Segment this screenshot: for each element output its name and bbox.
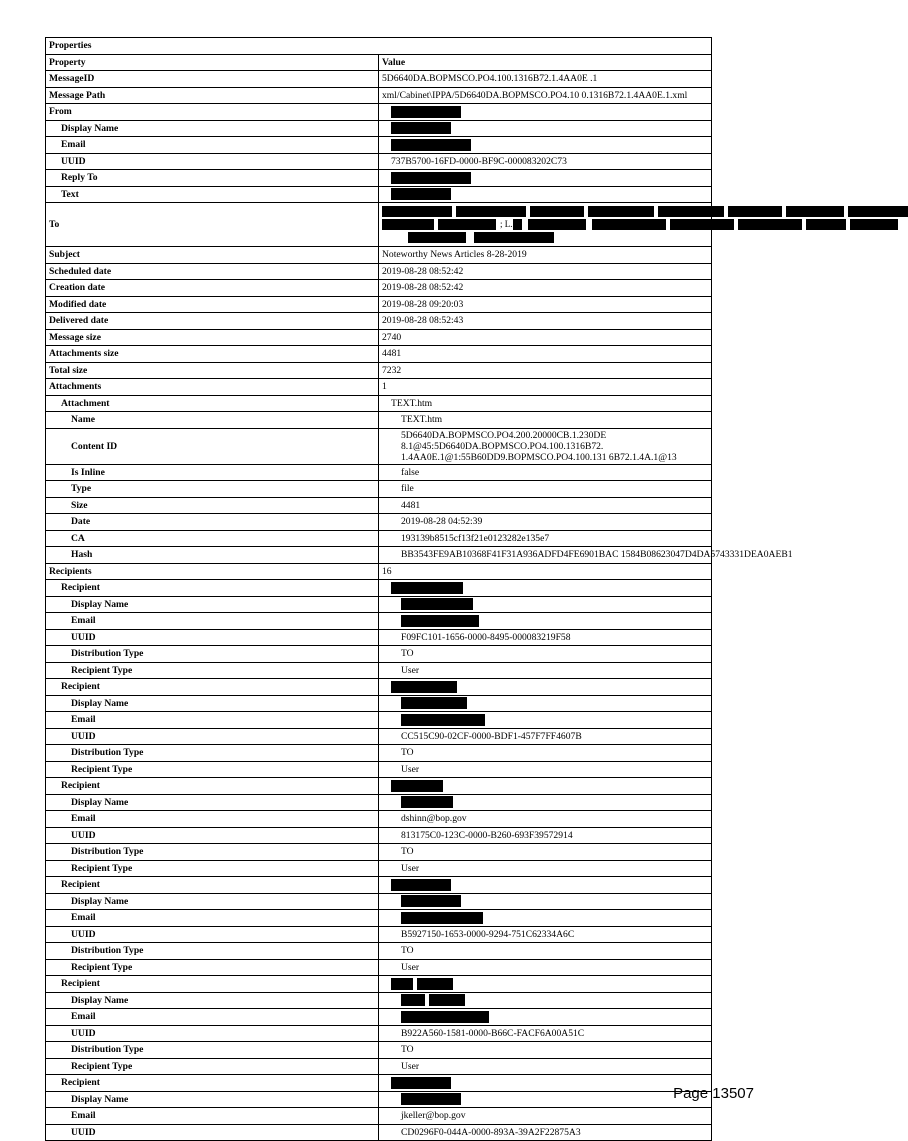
- property-label: Display Name: [46, 992, 379, 1009]
- redaction-block: [401, 1093, 461, 1105]
- redaction-block: [474, 232, 554, 243]
- redaction-block: [401, 912, 483, 924]
- table-row: [46, 280, 712, 297]
- redaction-block: [391, 879, 451, 891]
- redaction-block: [391, 780, 443, 792]
- table-row: [46, 1124, 712, 1141]
- table-row: [46, 596, 712, 613]
- table-row: [46, 662, 712, 679]
- redaction-block: [391, 139, 471, 151]
- property-label: Content ID: [46, 428, 379, 464]
- property-label: Display Name: [46, 596, 379, 613]
- property-value: 2740: [379, 329, 712, 346]
- table-row: [46, 137, 712, 154]
- property-label: From: [46, 104, 379, 121]
- property-label: Display Name: [46, 893, 379, 910]
- table-row: [46, 395, 712, 412]
- redaction-block: [417, 978, 453, 990]
- redaction-block: [456, 206, 526, 217]
- property-label: Distribution Type: [46, 844, 379, 861]
- table-row: [46, 428, 712, 464]
- table-row: [46, 794, 712, 811]
- property-label: Email: [46, 1108, 379, 1125]
- property-value: false: [379, 464, 712, 481]
- property-label: CA: [46, 530, 379, 547]
- redaction-block: [408, 232, 466, 243]
- table-row: [46, 1091, 712, 1108]
- property-value: file: [379, 481, 712, 498]
- redaction-block: [391, 582, 463, 594]
- property-value: CD0296F0-044A-0000-893A-39A2F22875A3: [379, 1124, 712, 1141]
- property-value: BB3543FE9AB10368F41F31A936ADFD4FE6901BAC 1584B08623047D4DA5743331DEA0AEB1: [379, 547, 712, 564]
- table-row: [46, 728, 712, 745]
- redacted-value: [379, 910, 712, 927]
- property-label: UUID: [46, 827, 379, 844]
- table-row: [46, 412, 712, 429]
- property-label: MessageID: [46, 71, 379, 88]
- property-label: Recipient: [46, 778, 379, 795]
- property-value: Noteworthy News Articles 8-28-2019: [379, 247, 712, 264]
- table-row: [46, 71, 712, 88]
- redacted-value: [379, 877, 712, 894]
- table-row: [46, 87, 712, 104]
- property-label: Email: [46, 1009, 379, 1026]
- table-row: [46, 464, 712, 481]
- property-label: Display Name: [46, 695, 379, 712]
- redaction-block: [401, 796, 453, 808]
- table-row: [46, 910, 712, 927]
- redaction-block: [391, 978, 413, 990]
- redaction-block: [382, 206, 452, 217]
- property-value: 4481: [379, 497, 712, 514]
- table-row: [46, 679, 712, 696]
- redaction-block: [550, 219, 586, 230]
- table-row: [46, 992, 712, 1009]
- redaction-block: [848, 206, 908, 217]
- property-label: Display Name: [46, 1091, 379, 1108]
- redaction-block: [391, 106, 461, 118]
- table-row: [46, 186, 712, 203]
- table-row: [46, 1108, 712, 1125]
- redaction-block: [401, 895, 461, 907]
- redaction-block: [401, 697, 467, 709]
- table-row: [46, 976, 712, 993]
- property-label: Message Path: [46, 87, 379, 104]
- redacted-value: [379, 596, 712, 613]
- property-value: jkeller@bop.gov: [379, 1108, 712, 1125]
- table-row: [46, 844, 712, 861]
- property-value: 813175C0-123C-0000-B260-693F39572914: [379, 827, 712, 844]
- redacted-value: [379, 1075, 712, 1092]
- table-row: [46, 263, 712, 280]
- redacted-value: [379, 992, 712, 1009]
- table-row: [46, 547, 712, 564]
- table-row: [46, 514, 712, 531]
- redaction-block: [391, 172, 471, 184]
- property-label: Recipient Type: [46, 662, 379, 679]
- property-label: Attachment: [46, 395, 379, 412]
- table-row: [46, 1025, 712, 1042]
- redacted-value: [379, 104, 712, 121]
- table-row: [46, 563, 712, 580]
- property-label: Type: [46, 481, 379, 498]
- property-label: Distribution Type: [46, 745, 379, 762]
- table-row: [46, 745, 712, 762]
- redaction-block: [530, 206, 584, 217]
- property-label: Date: [46, 514, 379, 531]
- property-value: User: [379, 1058, 712, 1075]
- property-value: TEXT.htm: [379, 395, 712, 412]
- property-label: Recipients: [46, 563, 379, 580]
- redaction-block: [850, 219, 898, 230]
- redacted-value: [379, 580, 712, 597]
- to-recipients-redacted: [379, 203, 712, 247]
- property-value: CC515C90-02CF-0000-BDF1-457F7FF4607B: [379, 728, 712, 745]
- table-row: [46, 1058, 712, 1075]
- redaction-block: [429, 994, 465, 1006]
- redaction-block: [438, 219, 496, 230]
- property-value: 2019-08-28 09:20:03: [379, 296, 712, 313]
- property-value: TEXT.htm: [379, 412, 712, 429]
- property-value: 1: [379, 379, 712, 396]
- redaction-block: [391, 122, 451, 134]
- property-label: Creation date: [46, 280, 379, 297]
- table-row: [46, 120, 712, 137]
- property-label: Size: [46, 497, 379, 514]
- property-label: Recipient: [46, 976, 379, 993]
- table-row: [46, 497, 712, 514]
- property-value: User: [379, 959, 712, 976]
- redacted-value: [379, 613, 712, 630]
- property-label: Scheduled date: [46, 263, 379, 280]
- property-label: UUID: [46, 1025, 379, 1042]
- property-label: Message size: [46, 329, 379, 346]
- redaction-block: [391, 188, 451, 200]
- property-label: Total size: [46, 362, 379, 379]
- property-label: Reply To: [46, 170, 379, 187]
- property-label: To: [46, 203, 379, 247]
- property-value: TO: [379, 844, 712, 861]
- redaction-block: [670, 219, 734, 230]
- table-row: [46, 893, 712, 910]
- redaction-block: [401, 714, 485, 726]
- property-label: Recipient: [46, 1075, 379, 1092]
- property-value: User: [379, 860, 712, 877]
- property-label: Is Inline: [46, 464, 379, 481]
- table-row: [46, 959, 712, 976]
- property-label: Text: [46, 186, 379, 203]
- table-row: [46, 646, 712, 663]
- property-value: F09FC101-1656-0000-8495-000083219F58: [379, 629, 712, 646]
- redacted-value: [379, 893, 712, 910]
- property-value: B922A560-1581-0000-B66C-FACF6A00A51C: [379, 1025, 712, 1042]
- property-value: 2019-08-28 04:52:39: [379, 514, 712, 531]
- property-label: UUID: [46, 153, 379, 170]
- property-label: Distribution Type: [46, 646, 379, 663]
- property-label: Name: [46, 412, 379, 429]
- redaction-block: [528, 219, 550, 230]
- redacted-value: [379, 695, 712, 712]
- property-label: Delivered date: [46, 313, 379, 330]
- table-row: [46, 926, 712, 943]
- property-label: Email: [46, 137, 379, 154]
- property-label: Display Name: [46, 794, 379, 811]
- property-label: Email: [46, 811, 379, 828]
- property-label: Attachments: [46, 379, 379, 396]
- redacted-value: [379, 186, 712, 203]
- redacted-value: [379, 712, 712, 729]
- property-value: 2019-08-28 08:52:42: [379, 263, 712, 280]
- property-value: 2019-08-28 08:52:43: [379, 313, 712, 330]
- redaction-block: [786, 206, 844, 217]
- table-row: [46, 153, 712, 170]
- property-label: Modified date: [46, 296, 379, 313]
- table-header-row: [46, 54, 712, 71]
- property-label: UUID: [46, 629, 379, 646]
- redaction-block: [391, 681, 457, 693]
- property-value: B5927150-1653-0000-9294-751C62334A6C: [379, 926, 712, 943]
- page-number: Page 13507: [673, 1085, 754, 1102]
- property-label: Email: [46, 910, 379, 927]
- property-value: TO: [379, 1042, 712, 1059]
- property-value: xml/Cabinet\IPPA/5D6640DA.BOPMSCO.PO4.10 0.1316B72.1.4AA0E.1.xml: [379, 87, 712, 104]
- table-row: [46, 580, 712, 597]
- table-row: [46, 943, 712, 960]
- property-value: 737B5700-16FD-0000-BF9C-000083202C73: [379, 153, 712, 170]
- table-row: [46, 530, 712, 547]
- property-label: Recipient: [46, 580, 379, 597]
- property-value: User: [379, 761, 712, 778]
- table-row: [46, 362, 712, 379]
- table-row: [46, 203, 712, 247]
- property-value: 193139b8515cf13f21e0123282e135e7: [379, 530, 712, 547]
- property-value: User: [379, 662, 712, 679]
- redaction-block: [401, 615, 479, 627]
- table-row: [46, 247, 712, 264]
- property-label: Recipient: [46, 877, 379, 894]
- table-row: [46, 827, 712, 844]
- property-label: Email: [46, 712, 379, 729]
- property-value: 5D6640DA.BOPMSCO.PO4.200.20000CB.1.230DE 8.1@45:5D6640DA.BOPMSCO.PO4.100.1316B72. 1.4AA0E.1@1:55B60DD9.BOPMSCO.PO4.100.131 6B72.1.4A.1@13: [379, 428, 712, 464]
- table-row: [46, 329, 712, 346]
- redaction-block: [592, 219, 666, 230]
- property-label: UUID: [46, 1124, 379, 1141]
- property-value: TO: [379, 745, 712, 762]
- property-value: TO: [379, 943, 712, 960]
- property-label: Recipient Type: [46, 860, 379, 877]
- property-value: 2019-08-28 08:52:42: [379, 280, 712, 297]
- redaction-block: [658, 206, 724, 217]
- table-row: [46, 811, 712, 828]
- property-label: Distribution Type: [46, 1042, 379, 1059]
- property-value: 5D6640DA.BOPMSCO.PO4.100.1316B72.1.4AA0E .1: [379, 71, 712, 88]
- redaction-block: [401, 1011, 489, 1023]
- redacted-value: [379, 137, 712, 154]
- table-row: [46, 860, 712, 877]
- property-label: Display Name: [46, 120, 379, 137]
- redaction-block: [806, 219, 846, 230]
- redaction-block: [391, 1077, 451, 1089]
- redaction-block: [401, 994, 425, 1006]
- redacted-value: [379, 170, 712, 187]
- property-label: Distribution Type: [46, 943, 379, 960]
- redacted-value: [379, 120, 712, 137]
- table-row: [46, 379, 712, 396]
- table-row: [46, 778, 712, 795]
- property-label: Recipient Type: [46, 959, 379, 976]
- table-row: [46, 877, 712, 894]
- redacted-value: [379, 1009, 712, 1026]
- table-row: [46, 104, 712, 121]
- property-label: Recipient: [46, 679, 379, 696]
- table-title-row: [46, 38, 712, 55]
- table-row: [46, 712, 712, 729]
- redaction-block: [382, 219, 434, 230]
- value-column-header: Value: [379, 54, 712, 71]
- table-row: [46, 629, 712, 646]
- to-name-fragment: ; L.: [500, 219, 513, 229]
- redacted-value: [379, 794, 712, 811]
- redaction-block: [588, 206, 654, 217]
- property-label: Hash: [46, 547, 379, 564]
- redaction-block: [728, 206, 782, 217]
- property-value: dshinn@bop.gov: [379, 811, 712, 828]
- redacted-value: [379, 976, 712, 993]
- property-value: 16: [379, 563, 712, 580]
- table-row: [46, 313, 712, 330]
- property-label: Attachments size: [46, 346, 379, 363]
- property-label: UUID: [46, 926, 379, 943]
- table-row: [46, 1075, 712, 1092]
- property-value: TO: [379, 646, 712, 663]
- property-label: Recipient Type: [46, 1058, 379, 1075]
- property-label: Email: [46, 613, 379, 630]
- table-row: [46, 1042, 712, 1059]
- property-value: 7232: [379, 362, 712, 379]
- property-label: Subject: [46, 247, 379, 264]
- table-title: Properties: [46, 38, 712, 55]
- table-row: [46, 695, 712, 712]
- table-row: [46, 346, 712, 363]
- table-row: [46, 170, 712, 187]
- table-row: [46, 613, 712, 630]
- redaction-block: [401, 598, 473, 610]
- redaction-block: [738, 219, 802, 230]
- table-row: [46, 481, 712, 498]
- table-row: [46, 296, 712, 313]
- property-value: 4481: [379, 346, 712, 363]
- redacted-value: [379, 1091, 712, 1108]
- property-label: UUID: [46, 728, 379, 745]
- table-row: [46, 761, 712, 778]
- property-label: Recipient Type: [46, 761, 379, 778]
- redacted-value: [379, 778, 712, 795]
- redacted-value: [379, 679, 712, 696]
- property-column-header: Property: [46, 54, 379, 71]
- table-row: [46, 1009, 712, 1026]
